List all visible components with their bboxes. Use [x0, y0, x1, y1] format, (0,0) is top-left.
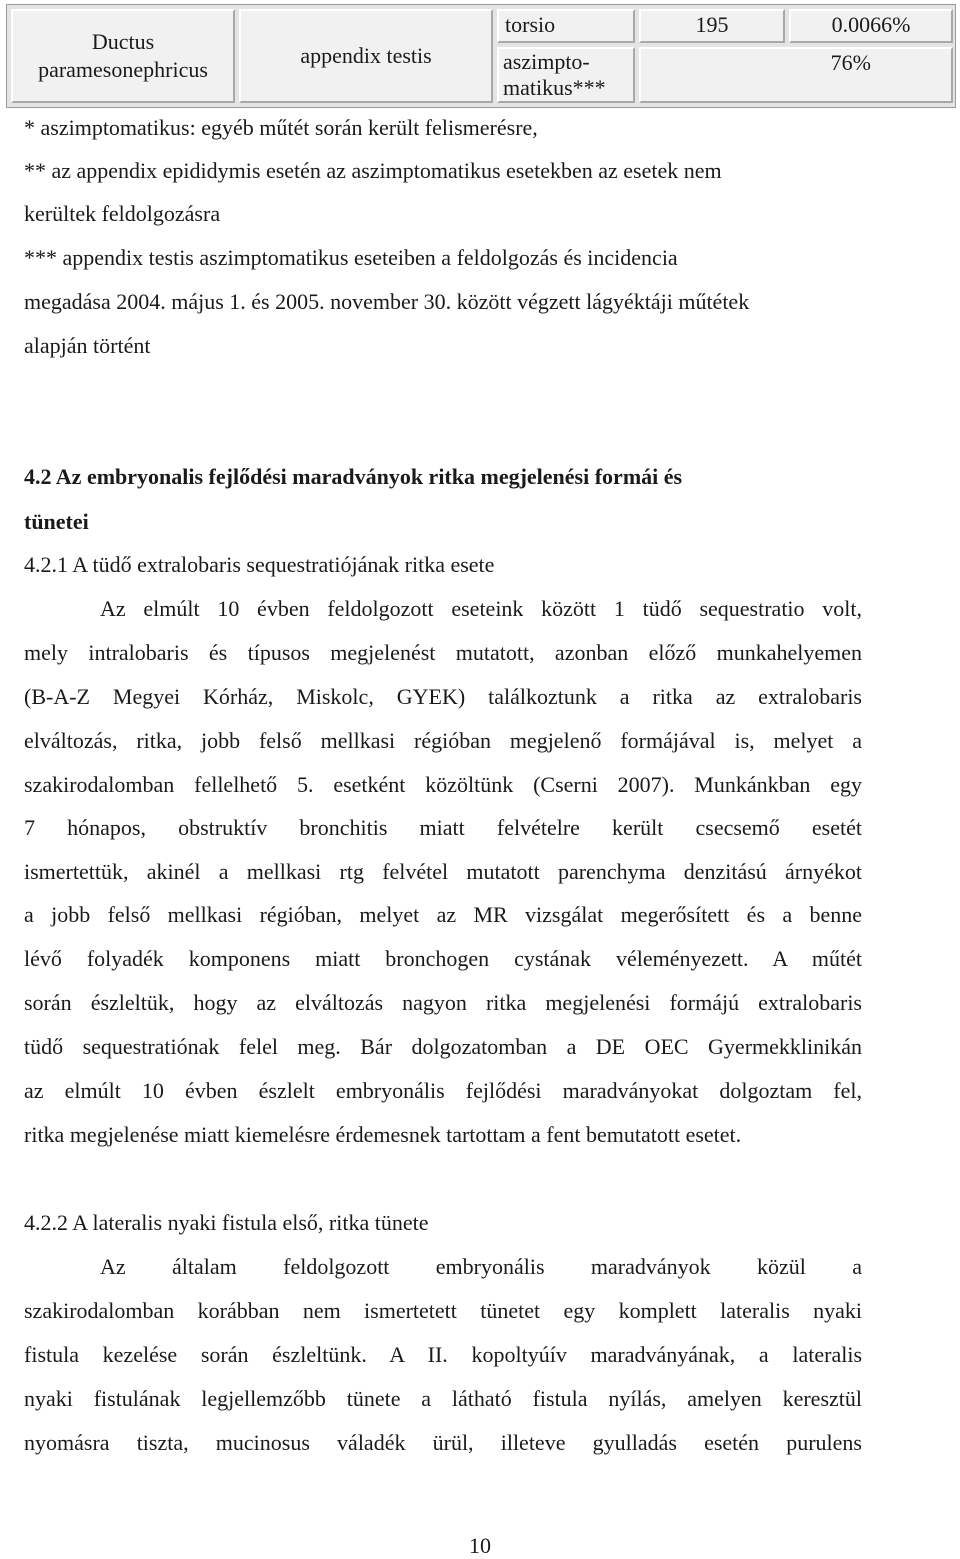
- paragraph-2-line: fistula kezelése során észleltünk. A II. kopoltyúív maradványának, a lateralis: [24, 1342, 862, 1367]
- paragraph-2-line: Az általam feldolgozott embryonális maradványok közül a: [100, 1254, 862, 1279]
- table-cell-incidence: 0.0066%: [789, 9, 953, 43]
- table-cell-count: 195: [639, 9, 785, 43]
- asymptomatic-line2: matikus***: [503, 75, 606, 100]
- subsection-title-4-2-1: 4.2.1 A tüdő extralobaris sequestratiójának ritka esete: [24, 552, 495, 577]
- paragraph-2-line: nyaki fistulának legjellemzőbb tünete a látható fistula nyílás, amelyen keresztül: [24, 1386, 862, 1411]
- page-number: 10: [469, 1533, 491, 1558]
- paragraph-1-line: lévő folyadék komponens miatt bronchogen cystának véleményezett. A műtét: [24, 946, 862, 971]
- section-heading-line2: tünetei: [24, 509, 89, 534]
- table-cell-type-asymptomatic: [497, 47, 635, 103]
- footnote-3-line3: alapján történt: [24, 333, 151, 358]
- table-cell-remnant: [239, 9, 493, 103]
- table-cell-structure: [11, 9, 235, 103]
- paragraph-1-line: szakirodalomban fellelhető 5. esetként közöltünk (Cserni 2007). Munkánkban egy: [24, 772, 862, 797]
- paragraph-1-line: Az elmúlt 10 évben feldolgozott eseteink között 1 tüdő sequestratio volt,: [100, 596, 862, 621]
- paragraph-2-line: szakirodalomban korábban nem ismertetett tünetet egy komplett lateralis nyaki: [24, 1298, 862, 1323]
- footnote-3-line1: *** appendix testis aszimptomatikus eseteiben a feldolgozás és incidencia: [24, 245, 678, 270]
- subsection-title-4-2-2: 4.2.2 A lateralis nyaki fistula első, ritka tünete: [24, 1210, 429, 1235]
- footnote-1: * aszimptomatikus: egyéb műtét során került felismerésre,: [24, 115, 538, 140]
- paragraph-1-line: tüdő sequestratiónak felel meg. Bár dolgozatomban a DE OEC Gyermekklinikán: [24, 1034, 862, 1059]
- paragraph-1-line: ismertettük, akinél a mellkasi rtg felvétel mutatott parenchyma denzitású árnyékot: [24, 859, 862, 884]
- table-cell-type-torsio: torsio: [497, 9, 635, 43]
- remnant-name: appendix testis: [300, 43, 432, 68]
- paragraph-1-line: elváltozás, ritka, jobb felső mellkasi régióban megjelenő formájával is, melyet a: [24, 728, 862, 753]
- paragraph-1-line: (B-A-Z Megyei Kórház, Miskolc, GYEK) találkoztunk a ritka az extralobaris: [24, 684, 862, 709]
- paragraph-1-line: mely intralobaris és típusos megjelenést mutatott, azonban előző munkahelyemen: [24, 640, 862, 665]
- footnote-2-line1: ** az appendix epididymis esetén az aszimptomatikus esetekben az esetek nem: [24, 158, 722, 183]
- footnote-2-line2: kerültek feldolgozásra: [24, 201, 221, 226]
- footnote-3-line2: megadása 2004. május 1. és 2005. november 30. között végzett lágyéktáji műtétek: [24, 289, 750, 314]
- paragraph-2-line: nyomásra tiszta, mucinosus váladék ürül, illeteve gyulladás esetén purulens: [24, 1430, 862, 1455]
- asymptomatic-line1: aszimpto-: [503, 49, 590, 74]
- paragraph-1-line: során észleltük, hogy az elváltozás nagyon ritka megjelenési formájú extralobaris: [24, 990, 862, 1015]
- paragraph-1-line: a jobb felső mellkasi régióban, melyet az MR vizsgálat megerősített és a benne: [24, 902, 862, 927]
- structure-name-line2: paramesonephricus: [38, 57, 208, 82]
- table-cell-percent: 76%: [639, 47, 953, 103]
- paragraph-1-line: 7 hónapos, obstruktív bronchitis miatt felvételre került csecsemő esetét: [24, 815, 862, 840]
- section-heading-line1: 4.2 Az embryonalis fejlődési maradványok ritka megjelenési formái és: [24, 464, 683, 489]
- incidence-table: [6, 4, 956, 108]
- paragraph-1-line-last: ritka megjelenése miatt kiemelésre érdemesnek tartottam a fent bemutatott esetet.: [24, 1122, 742, 1147]
- structure-name-line1: Ductus: [91, 29, 155, 54]
- paragraph-1-line: az elmúlt 10 évben észlelt embryonális fejlődési maradványokat dolgoztam fel,: [24, 1078, 862, 1103]
